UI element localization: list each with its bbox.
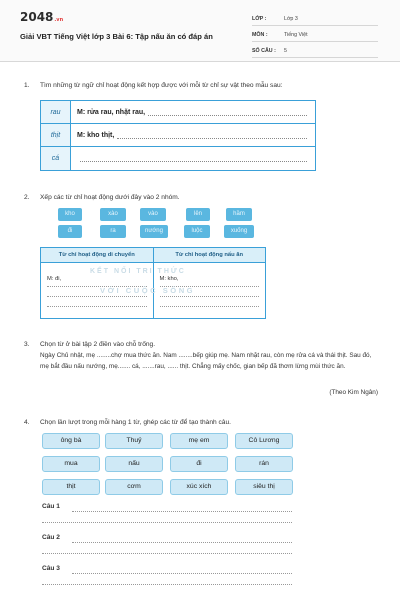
word-box[interactable]: thịt (42, 479, 100, 495)
answer-label: Câu 3 (42, 565, 60, 572)
word-box[interactable]: mẹ em (170, 433, 228, 449)
column-movement: Từ chỉ hoạt động di chuyển M: đi, (41, 248, 154, 318)
word-chip[interactable]: xuống (224, 225, 254, 238)
citation: (Theo Kim Ngân) (329, 389, 378, 396)
answer-line[interactable] (47, 296, 147, 297)
word-chip[interactable]: kho (58, 208, 82, 221)
answer-line[interactable] (72, 573, 292, 574)
word-box[interactable]: đi (170, 456, 228, 472)
answer-label: Câu 1 (42, 503, 60, 510)
word-chip[interactable]: xào (100, 208, 126, 221)
q3-paragraph: Ngày Chủ nhật, mẹ ........chợ mua thức ăn. Nam ........bếp giúp mẹ. Nam nhặt rau, còn mẹ rửa cá và thái thịt. Sau đó, mẹ bắt đầu nấu nướng, mẹ....... cá, .......rau, ...... thịt. Chẳng mấy chốc, gian bếp đã thơm lừng mùi thức ăn. (40, 352, 372, 370)
answer-line[interactable] (42, 522, 292, 523)
answer-line[interactable] (72, 542, 292, 543)
page-header (0, 0, 400, 62)
answer-line[interactable] (42, 584, 292, 585)
word-box[interactable]: mua (42, 456, 100, 472)
answer-line[interactable] (148, 115, 307, 116)
q1-table (40, 100, 316, 171)
answer-line[interactable] (42, 553, 292, 554)
watermark-text: VỚI CUỘC SỐNG (100, 286, 196, 295)
word-chip[interactable]: nướng (140, 225, 168, 238)
word-box[interactable]: rán (235, 456, 293, 472)
answer-line[interactable] (72, 511, 292, 512)
watermark-text: KẾT NỐI TRI THỨC (90, 268, 186, 275)
word-box[interactable]: Thuỷ (105, 433, 163, 449)
word-chip[interactable]: luộc (184, 225, 210, 238)
word-chip[interactable]: đi (58, 225, 82, 238)
table-row: rau M: rửa rau, nhặt rau, (41, 101, 315, 124)
answer-label: Câu 2 (42, 534, 60, 541)
word-box[interactable]: nấu (105, 456, 163, 472)
meta-question-count: SỐ CÂU : 5 (252, 44, 378, 58)
table-row: cá (41, 147, 315, 170)
q2-table (40, 247, 266, 319)
word-chip[interactable]: vào (140, 208, 166, 221)
word-box[interactable]: cơm (105, 479, 163, 495)
answer-line[interactable] (47, 306, 147, 307)
answer-line[interactable] (160, 296, 260, 297)
answer-line[interactable] (117, 138, 307, 139)
table-row: thịt M: kho thịt, (41, 124, 315, 147)
word-chip[interactable]: hầm (226, 208, 252, 221)
word-box[interactable]: xúc xích (170, 479, 228, 495)
site-logo[interactable]: 2048.vn (20, 10, 64, 24)
word-box[interactable]: siêu thị (235, 479, 293, 495)
word-chip[interactable]: lên (186, 208, 210, 221)
word-chip[interactable]: ra (100, 225, 126, 238)
column-cooking: Từ chỉ hoạt động nấu ăn M: kho, (154, 248, 266, 318)
meta-subject: MÔN : Tiếng Việt (252, 28, 378, 42)
word-box[interactable]: ông bà (42, 433, 100, 449)
page-title: Giải VBT Tiếng Việt lớp 3 Bài 6: Tập nấu ăn có đáp án (20, 32, 213, 41)
word-box[interactable]: Cô Lương (235, 433, 293, 449)
answer-line[interactable] (160, 306, 260, 307)
answer-line[interactable] (80, 161, 307, 162)
meta-class: LỚP : Lớp 3 (252, 12, 378, 26)
